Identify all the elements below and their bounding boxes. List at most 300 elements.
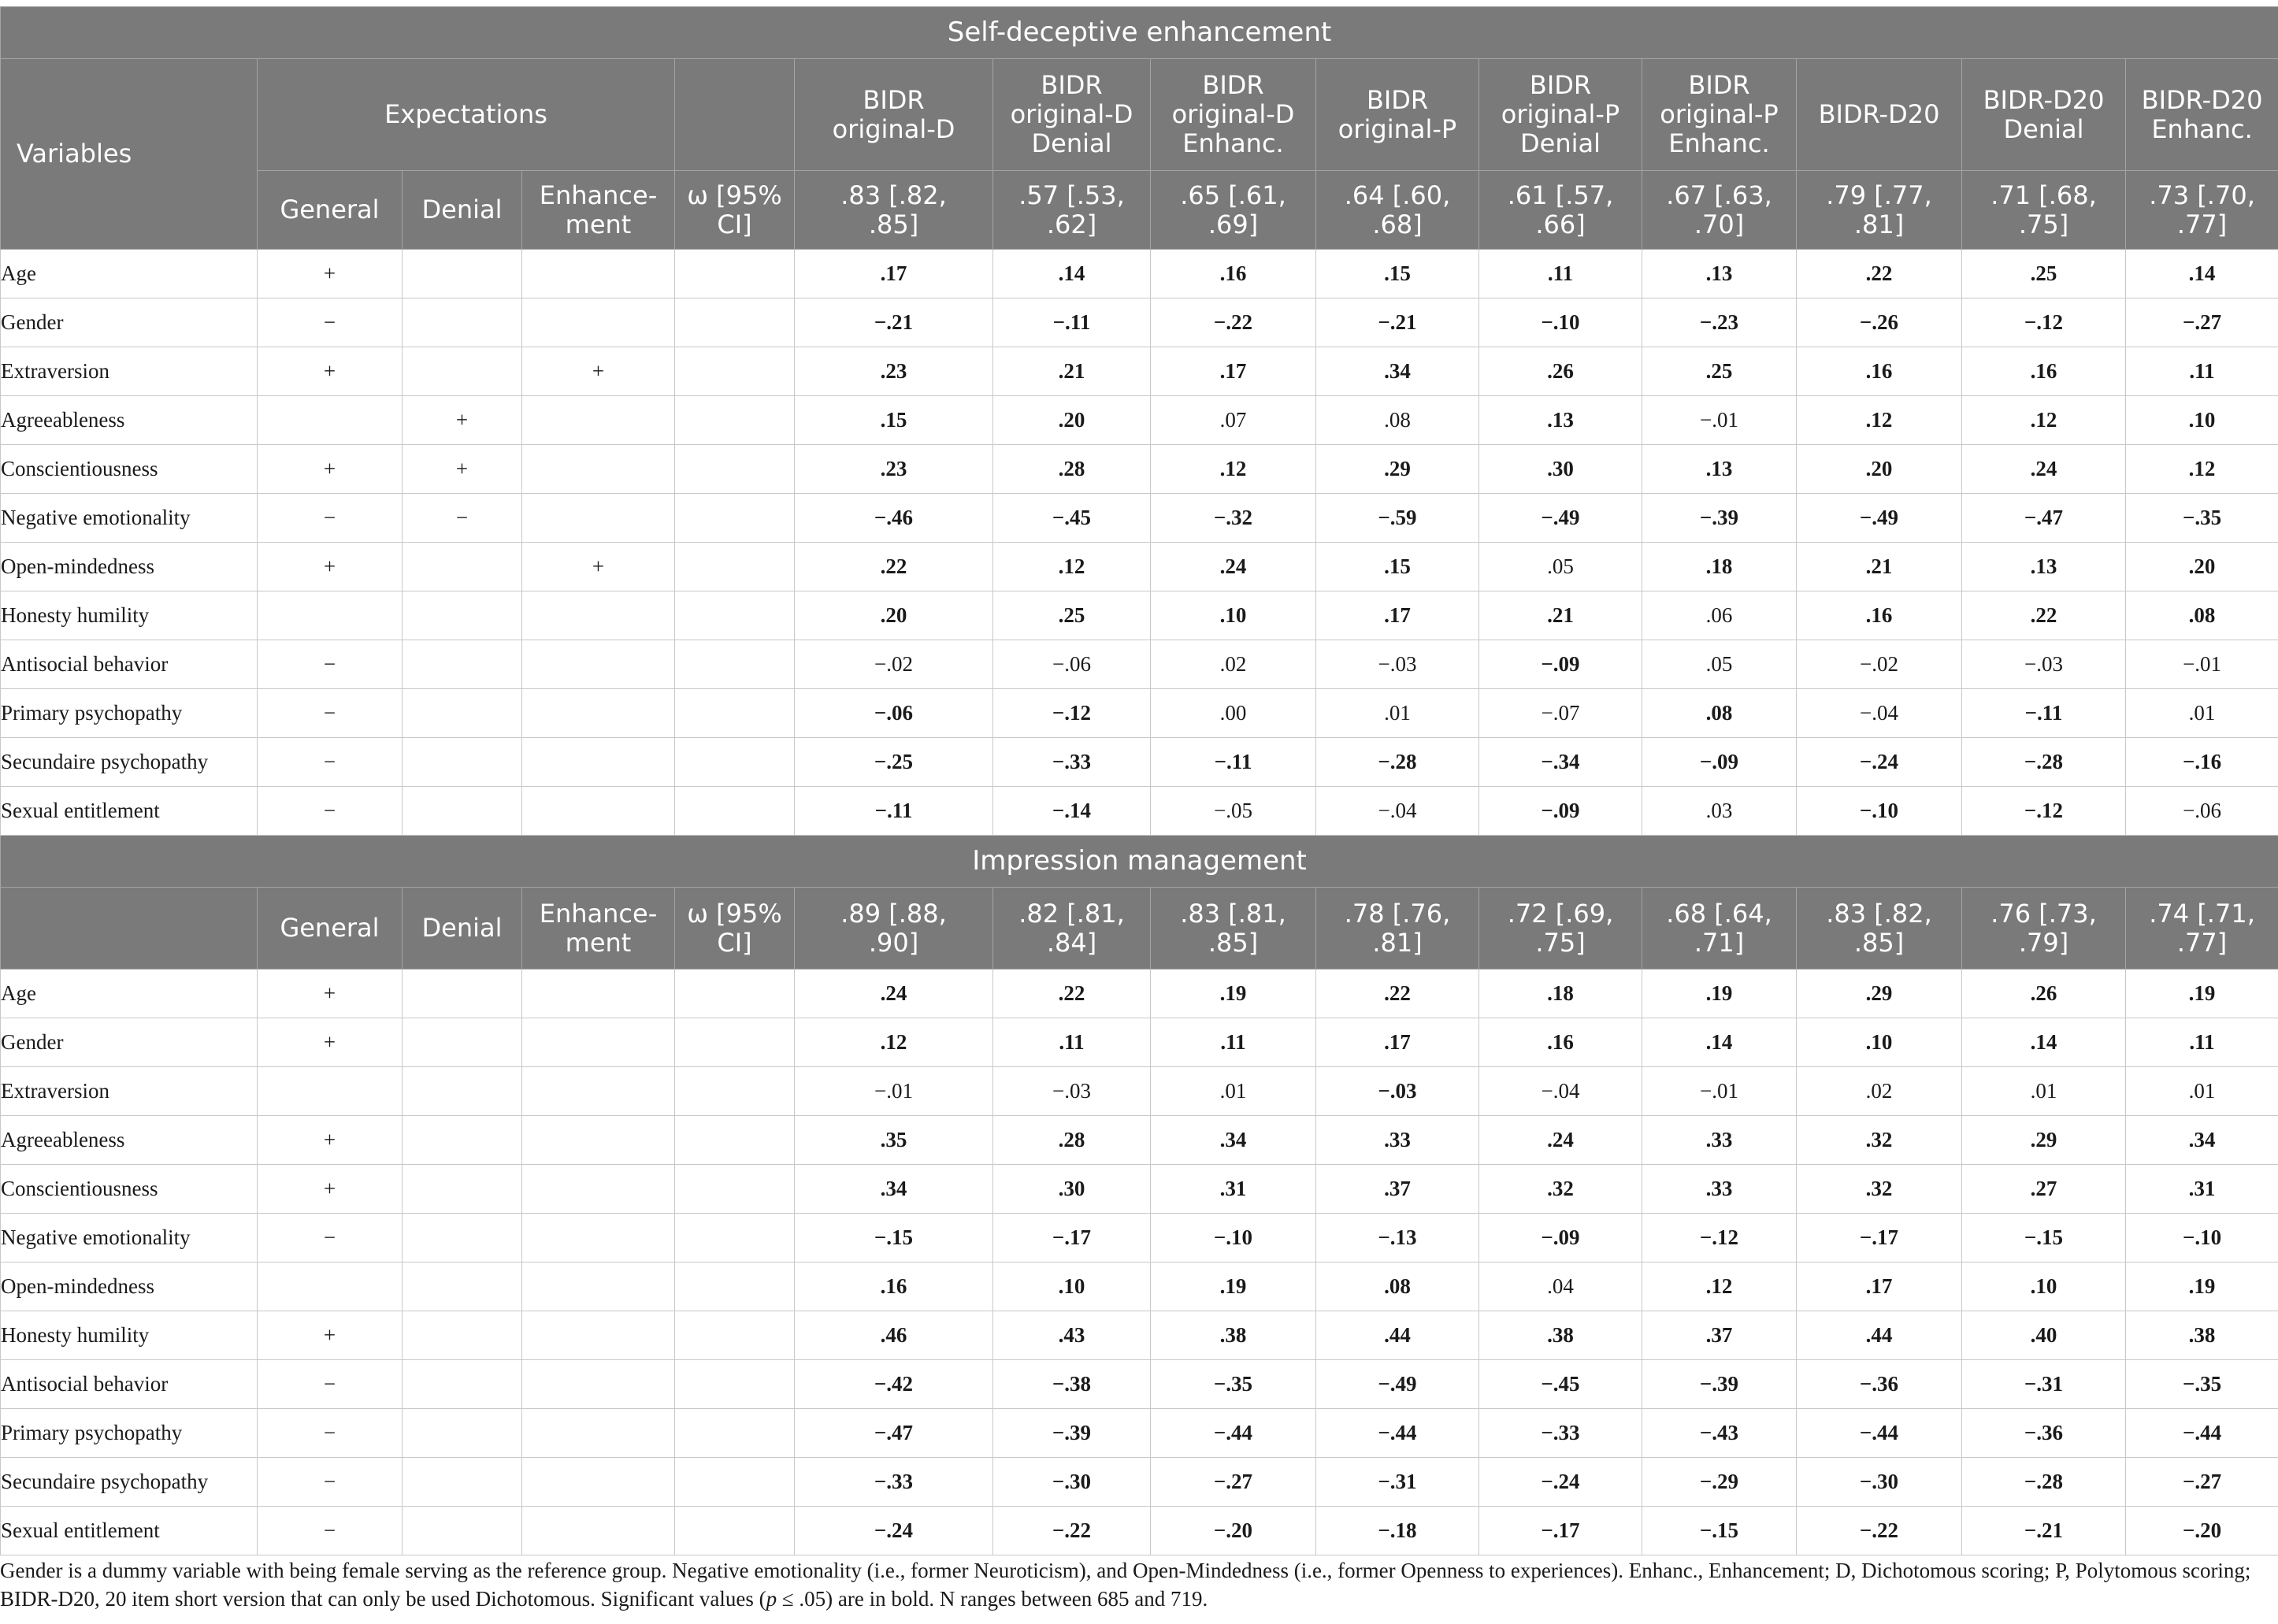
correlation-value: −.06 [993,640,1151,689]
correlation-value: .25 [1642,347,1797,396]
expectation-denial [403,1360,522,1409]
correlation-value: .05 [1479,543,1642,591]
variable-name: Open-mindedness [1,1262,258,1311]
correlation-value: .11 [2126,1018,2278,1067]
scale-column-header: BIDR-D20 Enhanc. [2126,59,2278,171]
correlation-value: −.13 [1316,1214,1479,1262]
expectation-general [258,1262,403,1311]
correlation-value: −.09 [1479,787,1642,836]
omega-value: .72 [.69, .75] [1479,888,1642,970]
expectation-enhancement [522,250,675,298]
correlation-value: −.25 [795,738,993,787]
correlation-value: −.10 [1479,298,1642,347]
omega-blank [675,787,795,836]
correlation-value: −.01 [2126,640,2278,689]
correlation-value: −.24 [1479,1458,1642,1507]
correlation-value: .06 [1642,591,1797,640]
expectation-general: + [258,1116,403,1165]
expectation-general: − [258,787,403,836]
correlation-value: −.36 [1962,1409,2126,1458]
correlation-value: .18 [1479,970,1642,1018]
table-row [1,1507,2278,1555]
expectation-general: − [258,1409,403,1458]
omega-value: .68 [.64, .71] [1642,888,1797,970]
expectation-enhancement [522,1262,675,1311]
correlation-value: −.07 [1479,689,1642,738]
expectation-general [258,591,403,640]
correlation-value: .11 [1151,1018,1316,1067]
expectation-enhancement [522,970,675,1018]
expectation-denial [403,543,522,591]
omega-blank [675,1458,795,1507]
correlation-value: .44 [1316,1311,1479,1360]
correlation-value: .22 [1962,591,2126,640]
correlation-value: −.22 [993,1507,1151,1555]
expectation-enhancement [522,1116,675,1165]
variable-name: Negative emotionality [1,494,258,543]
correlation-value: −.45 [1479,1360,1642,1409]
correlation-value: −.46 [795,494,993,543]
table-row [1,738,2278,787]
correlation-value: .20 [2126,543,2278,591]
expectation-enhancement [522,1165,675,1214]
variable-name: Gender [1,298,258,347]
correlation-value: .27 [1962,1165,2126,1214]
omega-blank [675,1311,795,1360]
correlation-value: −.49 [1797,494,1962,543]
correlation-value: −.05 [1151,787,1316,836]
omega-blank [675,1067,795,1116]
expectation-general: − [258,1507,403,1555]
footnote-p-symbol: p [766,1587,777,1611]
correlation-value: .12 [1151,445,1316,494]
correlation-value: −.30 [1797,1458,1962,1507]
correlation-value: .25 [993,591,1151,640]
correlation-value: .10 [993,1262,1151,1311]
correlation-value: −.11 [1151,738,1316,787]
correlation-value: .29 [1797,970,1962,1018]
correlation-value: .16 [1962,347,2126,396]
correlation-table [0,6,2278,1555]
table-row [1,494,2278,543]
correlation-value: −.10 [1797,787,1962,836]
correlation-value: .34 [795,1165,993,1214]
expectation-denial [403,1214,522,1262]
correlation-value: .08 [2126,591,2278,640]
expectation-enhancement [522,1458,675,1507]
correlation-value: .40 [1962,1311,2126,1360]
omega-blank [675,1360,795,1409]
correlation-value: −.12 [993,689,1151,738]
omega-value: .83 [.82, .85] [795,171,993,250]
correlation-value: .03 [1642,787,1797,836]
correlation-value: .32 [1797,1116,1962,1165]
correlation-value: −.47 [1962,494,2126,543]
correlation-value: .11 [993,1018,1151,1067]
omega-blank [675,543,795,591]
correlation-value: .20 [795,591,993,640]
expectation-enhancement [522,640,675,689]
omega-value: .71 [.68, .75] [1962,171,2126,250]
correlation-value: .22 [795,543,993,591]
table-row [1,298,2278,347]
omega-value: .73 [.70, .77] [2126,171,2278,250]
table-row [1,1165,2278,1214]
correlation-value: .11 [1479,250,1642,298]
expectation-denial [403,1507,522,1555]
correlation-value: −.49 [1316,1360,1479,1409]
correlation-value: .28 [993,1116,1151,1165]
correlation-value: .38 [1479,1311,1642,1360]
correlation-value: −.23 [1642,298,1797,347]
correlation-value: .19 [2126,970,2278,1018]
correlation-value: −.17 [993,1214,1151,1262]
correlation-value: .01 [1151,1067,1316,1116]
variable-name: Primary psychopathy [1,689,258,738]
correlation-value: −.11 [795,787,993,836]
correlation-value: .08 [1642,689,1797,738]
correlation-value: .23 [795,445,993,494]
omega-value: .57 [.53, .62] [993,171,1151,250]
correlation-value: −.02 [795,640,993,689]
expectation-general: − [258,1360,403,1409]
correlation-value: −.44 [1797,1409,1962,1458]
correlation-value: −.17 [1797,1214,1962,1262]
correlation-value: −.35 [1151,1360,1316,1409]
correlation-value: −.35 [2126,494,2278,543]
correlation-value: −.28 [1962,1458,2126,1507]
variable-name: Age [1,970,258,1018]
expectation-general: − [258,689,403,738]
omega-value: .83 [.81, .85] [1151,888,1316,970]
correlation-value: −.17 [1479,1507,1642,1555]
variable-name: Extraversion [1,1067,258,1116]
omega-blank [675,347,795,396]
correlation-value: −.18 [1316,1507,1479,1555]
correlation-value: −.12 [1642,1214,1797,1262]
expectation-denial [403,347,522,396]
correlation-value: −.24 [795,1507,993,1555]
scale-column-header: BIDR original-P Enhanc. [1642,59,1797,171]
correlation-value: .07 [1151,396,1316,445]
correlation-value: −.10 [2126,1214,2278,1262]
correlation-value: −.21 [795,298,993,347]
expectation-column-header: Denial [403,888,522,970]
correlation-value: .12 [2126,445,2278,494]
correlation-value: .21 [993,347,1151,396]
correlation-value: −.10 [1151,1214,1316,1262]
variable-name: Honesty humility [1,1311,258,1360]
expectation-general: − [258,738,403,787]
correlation-value: .14 [993,250,1151,298]
expectation-column-header: General [258,171,403,250]
expectation-denial [403,1409,522,1458]
omega-header: ω [95% CI] [675,888,795,970]
correlation-value: .17 [1151,347,1316,396]
correlation-value: .14 [2126,250,2278,298]
correlation-value: −.15 [795,1214,993,1262]
expectation-enhancement [522,1214,675,1262]
correlation-value: −.27 [2126,1458,2278,1507]
expectation-general: − [258,1458,403,1507]
correlation-value: −.03 [1316,640,1479,689]
correlation-value: .29 [1316,445,1479,494]
expectation-enhancement: + [522,543,675,591]
table-row [1,347,2278,396]
expectation-denial [403,1458,522,1507]
correlation-value: −.12 [1962,787,2126,836]
correlation-value: −.14 [993,787,1151,836]
variable-name: Antisocial behavior [1,640,258,689]
correlation-value: −.29 [1642,1458,1797,1507]
correlation-value: .24 [795,970,993,1018]
expectation-denial [403,689,522,738]
correlation-value: .19 [1151,1262,1316,1311]
omega-blank [675,298,795,347]
correlation-value: .12 [1797,396,1962,445]
correlation-value: −.39 [1642,1360,1797,1409]
correlation-value: −.28 [1962,738,2126,787]
correlation-value: −.59 [1316,494,1479,543]
correlation-value: .00 [1151,689,1316,738]
table-row [1,445,2278,494]
expectation-general: + [258,970,403,1018]
correlation-value: −.24 [1797,738,1962,787]
section-title-row [1,7,2278,59]
expectation-enhancement [522,591,675,640]
scale-column-header: BIDR-D20 [1797,59,1962,171]
expectation-denial [403,298,522,347]
correlation-value: .01 [1316,689,1479,738]
expectation-enhancement [522,298,675,347]
correlation-value: −.01 [1642,1067,1797,1116]
table-row [1,1458,2278,1507]
expectation-denial [403,1067,522,1116]
table-row [1,1409,2278,1458]
expectation-denial [403,1116,522,1165]
correlation-value: −.16 [2126,738,2278,787]
correlation-value: .22 [993,970,1151,1018]
table-row [1,1018,2278,1067]
expectation-enhancement [522,494,675,543]
scale-column-header: BIDR original-D [795,59,993,171]
correlation-value: .17 [1316,1018,1479,1067]
correlation-value: .37 [1316,1165,1479,1214]
omega-value: .65 [.61, .69] [1151,171,1316,250]
variable-name: Agreeableness [1,1116,258,1165]
correlation-value: −.45 [993,494,1151,543]
correlation-value: −.44 [1316,1409,1479,1458]
section-title: Self-deceptive enhancement [1,7,2278,59]
correlation-value: −.42 [795,1360,993,1409]
correlation-value: −.34 [1479,738,1642,787]
header-row-2 [1,888,2278,970]
correlation-value: .26 [1962,970,2126,1018]
scale-column-header: BIDR original-D Denial [993,59,1151,171]
table-row [1,787,2278,836]
expectation-column-header: General [258,888,403,970]
variable-name: Conscientiousness [1,445,258,494]
expectation-denial [403,250,522,298]
correlation-value: −.43 [1642,1409,1797,1458]
correlation-value: .17 [1316,591,1479,640]
omega-blank [675,640,795,689]
expectation-denial [403,1018,522,1067]
correlation-value: −.04 [1797,689,1962,738]
correlation-value: .19 [1151,970,1316,1018]
correlation-value: .21 [1797,543,1962,591]
variable-name: Sexual entitlement [1,787,258,836]
correlation-value: .02 [1151,640,1316,689]
expectation-denial [403,738,522,787]
expectation-denial [403,1165,522,1214]
correlation-value: −.09 [1479,1214,1642,1262]
correlation-value: −.12 [1962,298,2126,347]
correlation-value: −.03 [993,1067,1151,1116]
correlation-value: −.49 [1479,494,1642,543]
correlation-value: .16 [1797,347,1962,396]
correlation-value: .16 [1797,591,1962,640]
expectation-denial: + [403,396,522,445]
correlation-value: −.35 [2126,1360,2278,1409]
variable-name: Agreeableness [1,396,258,445]
correlation-value: .31 [1151,1165,1316,1214]
correlation-value: −.09 [1479,640,1642,689]
variable-name: Conscientiousness [1,1165,258,1214]
expectation-denial [403,1311,522,1360]
variable-name: Antisocial behavior [1,1360,258,1409]
expectations-header: Expectations [258,59,675,171]
omega-blank [675,689,795,738]
expectation-general: + [258,445,403,494]
correlation-value: −.47 [795,1409,993,1458]
expectation-general: − [258,1214,403,1262]
omega-blank [675,445,795,494]
expectation-denial [403,591,522,640]
expectation-general: − [258,640,403,689]
correlation-value: −.04 [1479,1067,1642,1116]
correlation-value: .10 [1962,1262,2126,1311]
correlation-value: −.01 [1642,396,1797,445]
correlation-value: .18 [1642,543,1797,591]
omega-blank [675,591,795,640]
correlation-value: −.11 [993,298,1151,347]
omega-blank [675,738,795,787]
omega-value: .83 [.82, .85] [1797,888,1962,970]
expectation-enhancement [522,738,675,787]
correlation-value: .15 [1316,250,1479,298]
omega-blank [675,396,795,445]
correlation-value: .19 [1642,970,1797,1018]
variable-name: Extraversion [1,347,258,396]
correlation-value: .08 [1316,1262,1479,1311]
correlation-value: .44 [1797,1311,1962,1360]
expectation-enhancement [522,689,675,738]
correlation-value: −.39 [1642,494,1797,543]
correlation-value: −.31 [1316,1458,1479,1507]
expectation-enhancement [522,1018,675,1067]
expectation-general: + [258,250,403,298]
scale-column-header: BIDR original-P Denial [1479,59,1642,171]
omega-blank [675,1262,795,1311]
correlation-value: .19 [2126,1262,2278,1311]
expectation-enhancement: + [522,347,675,396]
correlation-value: .05 [1642,640,1797,689]
header-row-1 [1,59,2278,171]
correlation-value: −.26 [1797,298,1962,347]
expectation-enhancement [522,396,675,445]
correlation-value: .16 [1151,250,1316,298]
variable-name: Gender [1,1018,258,1067]
correlation-value: −.33 [795,1458,993,1507]
variable-name: Age [1,250,258,298]
correlation-value: .14 [1962,1018,2126,1067]
variable-name: Negative emotionality [1,1214,258,1262]
correlation-value: .38 [1151,1311,1316,1360]
correlation-value: −.28 [1316,738,1479,787]
expectation-denial [403,787,522,836]
omega-blank [675,1409,795,1458]
table-row [1,689,2278,738]
expectation-general: + [258,1018,403,1067]
correlation-value: −.02 [1797,640,1962,689]
omega-blank [675,1214,795,1262]
table-row [1,543,2278,591]
omega-blank [675,250,795,298]
expectation-column-header: Enhance- ment [522,171,675,250]
footnote-text-1: Gender is a dummy variable with being female serving as the reference group. Negative emotionality (i.e., former Neuroticism), and Open-Mindedness (i.e., former Openness to experiences). Enhanc., Enhancement; D, Dichotomous scoring; P, Polytomous scoring; BIDR-D20, 20 item short version that can only be used Dichotomous. Significant values ( [0,1559,2251,1611]
table-row [1,250,2278,298]
correlation-value: .15 [795,396,993,445]
correlation-value: .22 [1797,250,1962,298]
correlation-value: .12 [1642,1262,1797,1311]
correlation-value: .26 [1479,347,1642,396]
expectation-general: + [258,1311,403,1360]
omega-blank [675,1507,795,1555]
correlation-value: .14 [1642,1018,1797,1067]
correlation-value: .33 [1642,1116,1797,1165]
correlation-value: .24 [1479,1116,1642,1165]
correlation-value: .24 [1151,543,1316,591]
correlation-value: .13 [1642,250,1797,298]
correlation-value: .43 [993,1311,1151,1360]
expectation-enhancement [522,1311,675,1360]
variable-name: Open-mindedness [1,543,258,591]
correlation-value: .32 [1797,1165,1962,1214]
correlation-value: .21 [1479,591,1642,640]
correlation-value: .33 [1642,1165,1797,1214]
expectation-general [258,1067,403,1116]
correlation-value: .13 [1962,543,2126,591]
correlation-value: −.32 [1151,494,1316,543]
correlation-value: .30 [993,1165,1151,1214]
expectation-column-header: Enhance- ment [522,888,675,970]
correlation-value: .17 [795,250,993,298]
variables-header: Variables [1,59,258,250]
table-row [1,396,2278,445]
omega-value: .74 [.71, .77] [2126,888,2278,970]
omega-blank [675,494,795,543]
correlation-value: .17 [1797,1262,1962,1311]
correlation-value: −.33 [993,738,1151,787]
correlation-value: −.06 [795,689,993,738]
omega-blank [675,1116,795,1165]
correlation-value: −.39 [993,1409,1151,1458]
table-row [1,1311,2278,1360]
expectation-enhancement [522,787,675,836]
scale-column-header: BIDR original-P [1316,59,1479,171]
correlation-value: .10 [2126,396,2278,445]
